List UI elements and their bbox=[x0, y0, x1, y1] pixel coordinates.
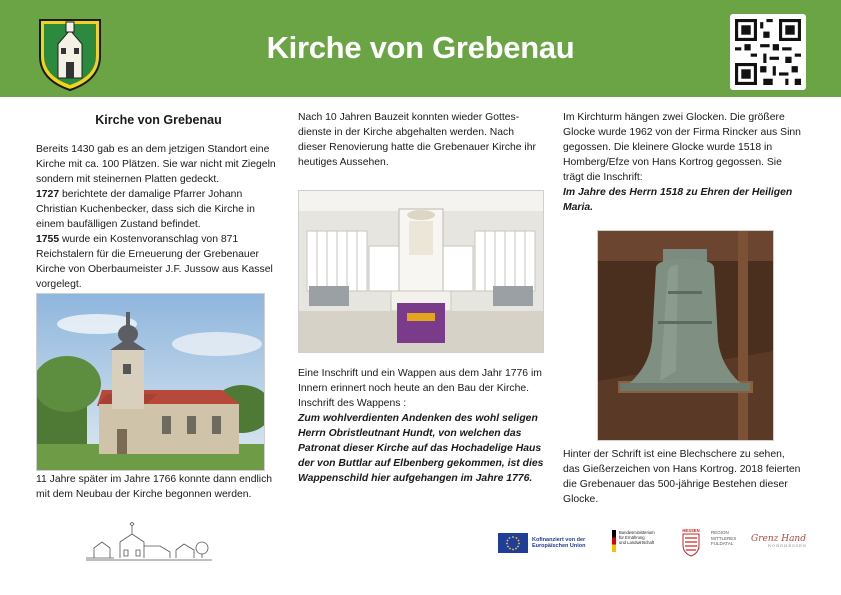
village-sketch-icon bbox=[84, 522, 214, 562]
bmel-line-2: für Ernährung bbox=[619, 535, 645, 540]
year-1727: 1727 bbox=[36, 189, 60, 200]
text-1727: berichtete der damalige Pfarrer Johann Christian Kuchenbecker, dass sich die Kirche in einem baufälligen Zustand befindet. bbox=[36, 189, 255, 230]
paragraph-1755 bbox=[36, 232, 281, 292]
eu-text bbox=[532, 537, 585, 550]
bmel-logo bbox=[612, 530, 672, 558]
bell-photo bbox=[597, 230, 774, 441]
hessen-label: HESSEN bbox=[682, 528, 700, 533]
region-line-3: FULDATAL bbox=[711, 541, 734, 546]
intro-paragraph: Bereits 1430 gab es an dem jetzigen Standort eine Kirche mit ca. 100 Plätzen. Sie war nicht mit Ziegeln sondern mit steinernen Platten gedeckt. bbox=[36, 144, 276, 185]
bmel-text bbox=[619, 530, 655, 558]
hessen-logo bbox=[680, 528, 702, 558]
eu-logo bbox=[498, 532, 602, 554]
renovation-paragraph: Nach 10 Jahren Bauzeit konnten wieder Gottesdienste in der Kirche abgehalten werden. Nach dieser Renovierung hatte die Grebenauer Kirche ihr heutiges Aussehen. bbox=[298, 112, 536, 168]
renovation-column bbox=[298, 110, 543, 170]
bell-inscription: Im Jahre des Herrn 1518 zu Ehren der Heiligen Maria. bbox=[563, 187, 793, 213]
gn-line-2: NORDHESSEN bbox=[767, 543, 807, 548]
bells-paragraph: Im Kirchturm hängen zwei Glocken. Die größere Glocke wurde 1962 von der Firma Rincker aus Sinn gegossen. Die kleinere Glocke wurde 1518 in Homberg/Efze von Hans Kortrog gegossen. Sie trägt die Inschrift: bbox=[563, 112, 801, 183]
church-exterior-photo bbox=[36, 293, 265, 471]
eu-line-2: Europäischen Union bbox=[532, 543, 586, 549]
grenzhand-logo bbox=[751, 534, 807, 558]
bmel-line-1: Bundesministerium bbox=[619, 530, 655, 535]
hessen-lion-icon bbox=[680, 533, 702, 557]
page-title: Kirche von Grebenau bbox=[266, 30, 575, 65]
gn-line-1: Grenz Hand bbox=[751, 534, 806, 544]
bell-caption: Hinter der Schrift ist eine Blechschere zu sehen, das Gießerzeichen von Hans Kortrog. 2018 feierten die Grebenauer das 500-jährige Bestehen dieser Glocke. bbox=[563, 449, 801, 505]
qr-code-icon[interactable] bbox=[730, 14, 806, 90]
section-title: Kirche von Grebenau bbox=[95, 113, 222, 127]
church-interior-photo bbox=[298, 190, 544, 353]
text-1755: wurde ein Kostenvoranschlag von 871 Reichstalern für die Erneuerung der Grebenauer Kirche von Oberbaumeister J.F. Jussow aus Kassel vorgelegt. bbox=[36, 234, 273, 290]
church-caption: 11 Jahre später im Jahre 1766 konnte dann endlich mit dem Neubau der Kirche begonnen werden. bbox=[36, 474, 273, 500]
inscription-quote: Zum wohlverdienten Andenken des wohl seligen Herrn Obristleutnant Hundt, von welchen das Patronat dieser Kirche auf das Hochadelige Haus der von Buttlar auf Elbenberg gekommen, ist dies Wappenschild hier aufgehangen im Jahre 1776. bbox=[298, 413, 544, 484]
paragraph-1727 bbox=[36, 187, 281, 232]
region-logo bbox=[711, 530, 745, 558]
eu-line-1: Kofinanziert von der bbox=[532, 536, 586, 543]
year-1755: 1755 bbox=[36, 234, 60, 245]
eu-flag-icon bbox=[498, 533, 528, 553]
bells-column bbox=[563, 110, 803, 215]
inscription-block bbox=[298, 366, 548, 486]
region-line-2: MITTLERES bbox=[711, 535, 737, 541]
german-flag-icon bbox=[612, 530, 616, 552]
history-column bbox=[36, 142, 281, 292]
inscription-intro: Eine Inschrift und ein Wappen aus dem Jahr 1776 im Innern erinnert noch heute an den Bau der Kirche. Inschrift des Wappens : bbox=[298, 368, 542, 409]
header-bar bbox=[0, 0, 841, 97]
bmel-line-3: und Landwirtschaft bbox=[619, 540, 655, 545]
region-line-1: REGION bbox=[711, 530, 729, 535]
